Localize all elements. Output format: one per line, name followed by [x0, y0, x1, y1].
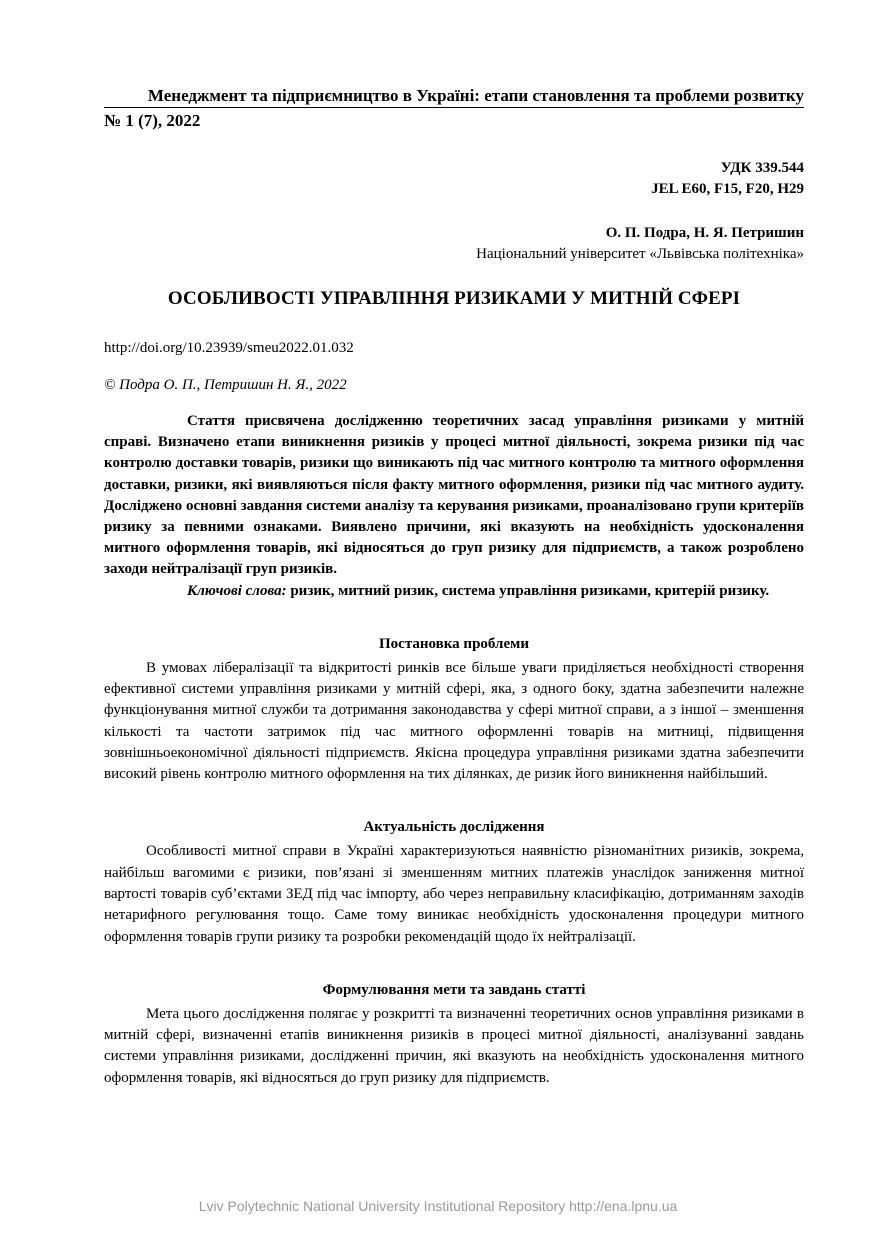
section-heading-goals: Формулювання мети та завдань статті	[322, 981, 586, 998]
keywords-list: ризик, митний ризик, система управління ризиками, критерій ризику.	[290, 582, 770, 599]
abstract-text: Стаття присвячена дослідженню теоретичних засад управління ризиками у митній справі. Визначено етапи виникнення ризиків у процесі митної діяльності, зокрема ризики під час контролю доставки товарів, ризики що виникають під час митного контролю та митного оформлення доставки, ризики, які виявляються після факту митного оформлення, ризики під час митного аудиту. Досліджено основні завдання системи аналізу та керування ризиками, проаналізовано групи критеріїв ризику за певними ознаками. Виявлено причини, які вказують на необхідність удосконалення митного оформлення товарів, які відносяться до груп ризику для підприємств, а також розроблено заходи нейтралізації груп ризиків.	[104, 413, 804, 578]
doi-link[interactable]: http://doi.org/10.23939/smeu2022.01.032	[104, 340, 354, 356]
section-heading-relevance: Актуальність дослідження	[363, 819, 545, 836]
section-heading-problem: Постановка проблеми	[379, 635, 529, 652]
jel-code: JEL E60, F15, F20, H29	[651, 181, 804, 197]
section-text-problem: В умовах лібералізації та відкритості ринків все більше уваги приділяється необхідності створення ефективної системи управління ризиками у митній сфері, яка, з одного боку, здатна забезпечити належне функціонування митної служби та дотримання законодавства у сфері митної справи, а з іншої – зменшення кількості та частоти затримок під час митного оформленні товарів на митниці, підвищення зовнішньоекономічної діяльності підприємств. Якісна процедура управління ризиками здатна забезпечити високий рівень контролю митного оформлення на тих ділянках, де ризик його виникнення найбільший.	[104, 659, 804, 783]
author-affiliation: Національний університет «Львівська політехніка»	[476, 246, 804, 262]
keywords-label: Ключові слова:	[187, 582, 287, 599]
author-names: О. П. Подра, Н. Я. Петришин	[605, 225, 804, 241]
journal-issue: № 1 (7), 2022	[104, 111, 201, 130]
udc-code: УДК 339.544	[720, 160, 804, 176]
page-content	[104, 86, 804, 1089]
section-text-goals: Мета цього дослідження полягає у розкритті та визначенні теоретичних основ управління ризиками в митній сфері, визначенні етапів виникнення ризиків в процесі митної діяльності, аналізуванні завдань системи управління ризиками, дослідженні причин, які вказують на необхідність удосконалення митного оформлення товарів, які відносяться до груп ризику для підприємств.	[104, 1005, 804, 1086]
classification-codes	[104, 158, 804, 200]
journal-title: Менеджмент та підприємництво в Україні: етапи становлення та проблеми розвитку	[104, 86, 804, 108]
article-title: ОСОБЛИВОСТІ УПРАВЛІННЯ РИЗИКАМИ У МИТНІЙ СФЕРІ	[167, 288, 741, 309]
repository-footer: Lviv Polytechnic National University Institutional Repository http://ena.lpnu.ua	[198, 1198, 678, 1214]
copyright-notice: © Подра О. П., Петришин Н. Я., 2022	[104, 377, 347, 393]
keywords-line	[104, 581, 804, 602]
section-text-relevance: Особливості митної справи в Україні характеризуються наявністю різноманітних ризиків, зокрема, найбільш вагомими є ризики, пов’язані зі зменшенням митних платежів унаслідок заниження митної вартості товарів суб’єктами ЗЕД під час імпорту, або через неправильну класифікацію, дотриманням заходів нетарифного регулювання тощо. Саме тому виникає необхідність удосконалення процедури митного оформлення товарів групи ризику та розробки рекомендацій щодо їх нейтралізації.	[104, 843, 804, 945]
